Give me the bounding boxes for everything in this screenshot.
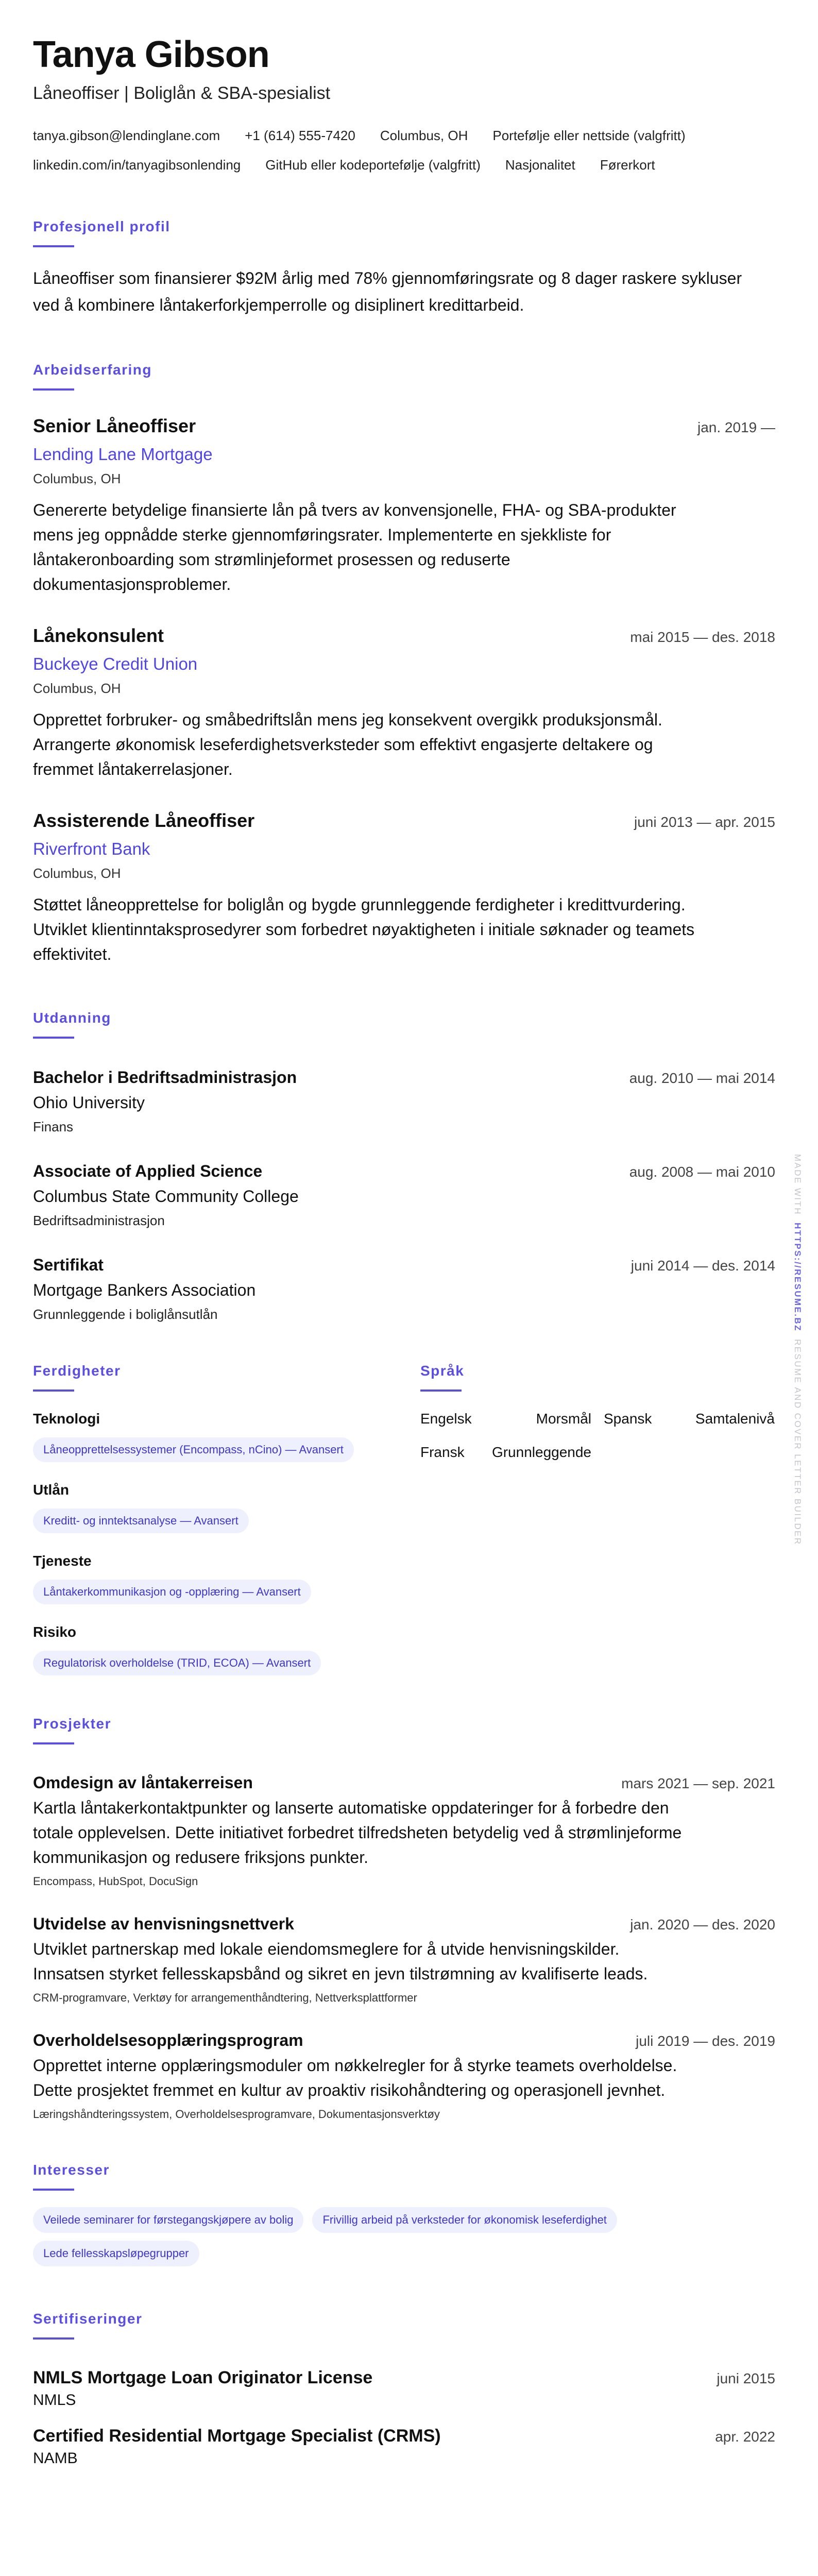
job-date: mai 2015 — des. 2018: [630, 629, 775, 645]
project-tech: Encompass, HubSpot, DocuSign: [33, 1875, 198, 1888]
certification-issuer: NAMB: [33, 2450, 78, 2467]
section-divider: [33, 1742, 74, 1744]
job-entry: [33, 809, 775, 967]
certification-entry: [33, 2367, 775, 2410]
candidate-name: Tanya Gibson: [33, 34, 269, 75]
field-of-study: Grunnleggende i boliglånsutlån: [33, 1307, 218, 1322]
watermark: [792, 1154, 803, 1545]
skill-chip: Låneopprettelsessystemer (Encompass, nCino) — Avansert: [33, 1437, 354, 1462]
education-date: aug. 2010 — mai 2014: [629, 1070, 775, 1086]
skill-chip: Kreditt- og inntektsanalyse — Avansert: [33, 1509, 249, 1533]
contact-portfolio[interactable]: Portefølje eller nettside (valgfritt): [492, 128, 686, 143]
candidate-title: Låneoffiser | Boliglån & SBA-spesialist: [33, 83, 331, 103]
contact-list: [33, 126, 775, 174]
section-divider: [33, 1389, 74, 1392]
interest-chip: Lede fellesskapsløpegrupper: [33, 2241, 199, 2266]
section-heading: Språk: [420, 1363, 465, 1379]
language-item: [420, 1443, 591, 1462]
interest-list: [33, 2207, 775, 2266]
contact-drivers-license: Førerkort: [600, 157, 655, 173]
contact-nationality: Nasjonalitet: [505, 157, 575, 173]
language-level: Morsmål: [536, 1411, 591, 1427]
job-location: Columbus, OH: [33, 681, 121, 696]
job-description: Støttet låneopprettelse for boliglån og bygde grunnleggende ferdigheter i kredittvurdering. Utviklet klientinntaksprosedyrer som forbedret nøyaktigheten i initiale søknader og teamets effektivitet.: [33, 895, 695, 963]
language-list: [420, 1410, 775, 1462]
language-name: Fransk: [420, 1444, 465, 1460]
skill-chip: Låntakerkommunikasjon og -opplæring — Avansert: [33, 1580, 311, 1604]
certification-issuer: NMLS: [33, 2392, 76, 2409]
section-heading: Utdanning: [33, 1010, 111, 1026]
project-entry: [33, 1772, 775, 1889]
language-item: [420, 1410, 591, 1428]
project-date: mars 2021 — sep. 2021: [621, 1775, 775, 1791]
job-company: Riverfront Bank: [33, 839, 150, 858]
project-title: Omdesign av låntakerreisen: [33, 1773, 253, 1792]
certification-title: NMLS Mortgage Loan Originator License: [33, 2368, 373, 2387]
project-date: jan. 2020 — des. 2020: [630, 1917, 775, 1933]
job-title: Assisterende Låneoffiser: [33, 810, 255, 831]
job-title: Senior Låneoffiser: [33, 415, 196, 436]
degree: Associate of Applied Science: [33, 1162, 263, 1180]
school: Ohio University: [33, 1093, 145, 1112]
education-entry: [33, 1161, 775, 1229]
profile-section: [33, 217, 775, 318]
watermark-link[interactable]: HTTPS://RESUME.BZ: [793, 1223, 803, 1332]
field-of-study: Bedriftsadministrasjon: [33, 1213, 165, 1228]
certification-date: juni 2015: [717, 2370, 775, 2386]
degree: Sertifikat: [33, 1256, 104, 1274]
resume-page: [0, 36, 818, 2489]
project-description: Opprettet interne opplæringsmoduler om nøkkelregler for å styrke teamets overholdelse. Dette prosjektet fremmet en kultur av proaktiv risikohåndtering og operasjonell jevnhet.: [33, 2056, 677, 2099]
skill-category: Teknologi: [33, 1411, 100, 1427]
project-date: juli 2019 — des. 2019: [636, 2033, 775, 2049]
job-date: jan. 2019 —: [697, 419, 775, 435]
contact-github[interactable]: GitHub eller kodeportefølje (valgfritt): [265, 157, 481, 173]
job-description: Genererte betydelige finansierte lån på tvers av konvensjonelle, FHA- og SBA-produkter mens jeg oppnådde sterke gjennomføringsrater. Implementerte en sjekkliste for låntakeronboarding som strømlinjeformet prosessen og reduserte dokumentasjonsproblemer.: [33, 501, 676, 594]
project-entry: [33, 2030, 775, 2122]
project-title: Utvidelse av henvisningsnettverk: [33, 1914, 294, 1933]
job-date: juni 2013 — apr. 2015: [634, 814, 775, 830]
job-company: Lending Lane Mortgage: [33, 445, 213, 464]
degree: Bachelor i Bedriftsadministrasjon: [33, 1068, 297, 1087]
job-entry: [33, 415, 775, 597]
job-entry: [33, 624, 775, 782]
section-heading: Arbeidserfaring: [33, 362, 152, 378]
section-heading: Sertifiseringer: [33, 2311, 143, 2327]
interest-chip: Veilede seminarer for førstegangskjøpere av bolig: [33, 2207, 303, 2233]
section-divider: [33, 2337, 74, 2340]
section-divider: [33, 2189, 74, 2191]
project-description: Utviklet partnerskap med lokale eiendomsmeglere for å utvide henvisningskilder. Innsatsen styrket fellesskapsbånd og sikret en jevn tilstrømning av kvalifiserte leads.: [33, 1940, 648, 1983]
contact-linkedin[interactable]: linkedin.com/in/tanyagibsonlending: [33, 157, 241, 173]
skills-languages-columns: [33, 1362, 775, 1675]
field-of-study: Finans: [33, 1119, 74, 1134]
skill-chip: Regulatorisk overholdelse (TRID, ECOA) — Avansert: [33, 1651, 321, 1675]
project-description: Kartla låntakerkontaktpunkter og lanserte automatiske oppdateringer for å forbedre den totale opplevelsen. Dette initiativet forbedret tilfredsheten betydelig ved å strømlinjeforme kommunikasjon og redusere friksjons punkter.: [33, 1799, 682, 1867]
job-company: Buckeye Credit Union: [33, 654, 198, 673]
school: Columbus State Community College: [33, 1187, 299, 1206]
certification-date: apr. 2022: [715, 2429, 775, 2445]
education-section: [33, 1009, 775, 1323]
certifications-section: [33, 2310, 775, 2468]
watermark-prefix: MADE WITH: [793, 1154, 803, 1215]
project-title: Overholdelsesopplæringsprogram: [33, 2031, 303, 2049]
skill-category: Risiko: [33, 1624, 77, 1640]
project-entry: [33, 1913, 775, 2006]
interests-section: [33, 2161, 775, 2266]
resume-header: [33, 36, 775, 174]
language-item: [604, 1410, 775, 1428]
contact-phone[interactable]: +1 (614) 555-7420: [245, 128, 355, 143]
language-level: Grunnleggende: [491, 1444, 591, 1460]
education-entry: [33, 1067, 775, 1136]
contact-email[interactable]: tanya.gibson@lendinglane.com: [33, 128, 220, 143]
skills-section: [33, 1362, 420, 1675]
language-name: Engelsk: [420, 1411, 472, 1427]
section-heading: Interesser: [33, 2162, 110, 2178]
job-description: Opprettet forbruker- og småbedriftslån mens jeg konsekvent overgikk produksjonsmål. Arrangerte økonomisk leseferdighetsverksteder som effektivt engasjerte deltakere og fremmet låntakerrelasjoner.: [33, 710, 662, 778]
certification-title: Certified Residential Mortgage Specialist (CRMS): [33, 2426, 441, 2446]
section-divider: [33, 245, 74, 247]
language-name: Spansk: [604, 1411, 652, 1427]
profile-text: Låneoffiser som finansierer $92M årlig med 78% gjennomføringsrate og 8 dager raskere sykluser ved å kombinere låntakerforkjemperrolle og disiplinert kredittarbeid.: [33, 269, 742, 314]
project-tech: CRM-programvare, Verktøy for arrangementhåndtering, Nettverksplattformer: [33, 1991, 417, 2004]
project-tech: Læringshåndteringssystem, Overholdelsesprogramvare, Dokumentasjonsverktøy: [33, 2108, 440, 2121]
skill-category: Tjeneste: [33, 1553, 92, 1569]
section-heading: Ferdigheter: [33, 1363, 121, 1379]
job-location: Columbus, OH: [33, 866, 121, 881]
contact-location: Columbus, OH: [380, 128, 468, 143]
skill-category: Utlån: [33, 1482, 69, 1498]
education-entry: [33, 1255, 775, 1323]
education-date: juni 2014 — des. 2014: [630, 1258, 775, 1274]
language-level: Samtalenivå: [695, 1411, 775, 1427]
job-title: Lånekonsulent: [33, 625, 164, 646]
education-date: aug. 2008 — mai 2010: [629, 1164, 775, 1180]
watermark-suffix: RESUME AND COVER LETTER BUILDER: [793, 1339, 803, 1546]
school: Mortgage Bankers Association: [33, 1281, 256, 1299]
languages-section: [420, 1362, 775, 1675]
section-divider: [33, 1037, 74, 1039]
section-divider: [420, 1389, 462, 1392]
section-heading: Profesjonell profil: [33, 218, 171, 234]
certification-entry: [33, 2425, 775, 2468]
job-location: Columbus, OH: [33, 471, 121, 486]
section-divider: [33, 388, 74, 391]
interest-chip: Frivillig arbeid på verksteder for økonomisk leseferdighet: [312, 2207, 617, 2233]
experience-section: [33, 361, 775, 967]
section-heading: Prosjekter: [33, 1716, 111, 1732]
projects-section: [33, 1715, 775, 2122]
